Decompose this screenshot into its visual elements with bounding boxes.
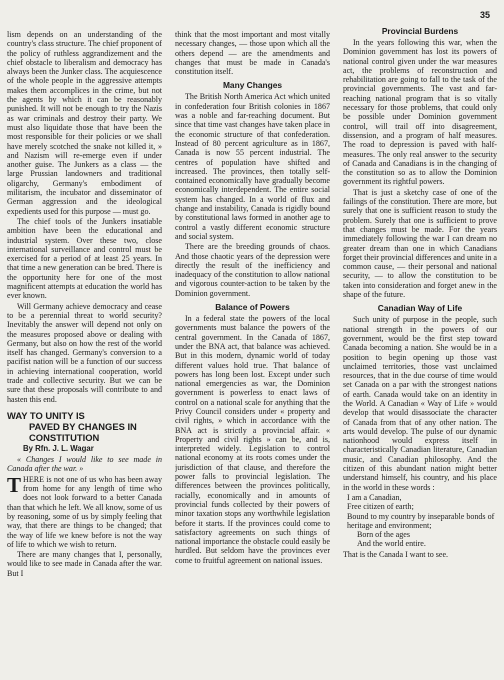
body-paragraph: There are many changes that I, personally, would like to see made in Canada after the war. But I: [7, 550, 162, 578]
poem-line: And the world entire.: [357, 539, 426, 549]
poem: [343, 493, 497, 549]
section-heading: Provincial Burdens: [381, 26, 459, 36]
section-heading: Canadian Way of Life: [377, 303, 463, 314]
poem-line: Born of the ages: [357, 530, 410, 540]
section-heading: Balance of Powers: [215, 302, 290, 313]
byline: By Rfn. J. L. Wagar: [23, 443, 94, 453]
article-title-line2: PAVED BY CHANGES IN CONSTITUTION: [29, 420, 137, 443]
body-paragraph: In a federal state the powers of the local governments must balance the powers of the central government. In the Canada of 1867, under the BNA act, that balance was achieved. But in this modern, dynamic world of today different values hold true. That balance of powers has long been lost. Except under such national emergencies as war, the Dominion government is powerless to enact laws of control on a national scale for anything that the Privy Council considers under « property and civil rights, » which in accordance with the BNA act is strictly a provincial affair. « Property and civil rights » can be, and is, interpreted widely. Legislation to control national economy at its roots comes under the jurisdiction of that clause, and therefore the power falls to provincial legislation. The differences between the provinces politically, racially, economically and in amounts of provincial funds collected by their powers of minor taxation stops any worthwhile legislation before it starts. If the provinces could come to satisfactory agreements on such things of national importance the obstacle could easily be hurdled. But seldom have the provinces ever come to fruitful agreement on national issues.: [175, 314, 330, 565]
poem-line: I am a Canadian,: [347, 492, 402, 502]
body-paragraph: The chief tools of the Junkers insatiable ambition have been the educational and industrial system. Over these two, close international surveillance and control must be exercised for a period of at least 25 years. In that time a new generation can be bred. There is the opportunity here for one of the most magnificent attempts at education the world has ever known.: [7, 216, 162, 301]
poem-line: Free citizen of earth;: [347, 502, 414, 512]
column-middle: [175, 30, 330, 675]
column-right: [343, 22, 497, 667]
article-title-line1: WAY TO UNITY IS: [7, 409, 85, 421]
body-paragraph: There are the breeding grounds of chaos. And those chaotic years of the depression were directly the result of the inefficiency and inadequacy of the constitution to allow national and vigorous counter-action to be taken by the Dominion government.: [175, 242, 330, 298]
epigraph: « Changes I would like to see made in Canada after the war. »: [7, 455, 162, 474]
lead-paragraph-text: HERE is not one of us who has been away from home for any length of time who does not look forward to a better Canada than that which he left. We all know, some of us by reasoning, some of us by simply feeling that way, that there are things to be changed; that the way of life we knew before is not the way of life to which we wish to return.: [7, 474, 162, 549]
body-paragraph: The British North America Act which united in confederation four British colonies in 1867 was a noble and far-reaching document. But since that time vast changes have taken place in the economic structure of that confederation. Instead of 80 percent agriculture as in 1867, Canada is now 55 percent industrial. The centres of population have shifted and increased. The provinces, then totally self-contained economically have gradually become economically interdependent. The entire social system has changed. In a world of flux and change and instability, Canada is rigidly bound by constitutional laws formed in another age to control a vastly different economic structure and social system.: [175, 92, 330, 241]
section-heading: Many Changes: [222, 80, 283, 91]
drop-cap: T: [7, 472, 22, 497]
body-paragraph: Such unity of purpose in the people, such national strength in the powers of our government, would be the first step toward Canada becoming a nation. She would be in a position to begin opening up those vast unclaimed territories, those vast unclaimed resources, that in the due course of time would set Canada on a par with the strongest nations of earth. Canada would take on an identity in the World. A Canadian « Way of Life » would develop that would disassociate the character of Canada from that of any other nation. The arts would develop. The pulse of our dynamic nationhood would express itself in characteristically Canadian literature, Canadian music, and Canadian philosophy. And the citizen of this abundant nation might better understand himself, his country, and his place in the world in these words :: [343, 315, 497, 492]
body-paragraph: That is just a sketchy case of one of the failings of the constitution. There are more, but surely that one is sufficient reason to study the problem. Surely that one is sufficient to prove that changes must be made. For the years immediately following the war I can dream no greater dream than one in which Canadians forget their provincial differences and unite in a common cause, — their personal and national security, — to allow the constitution to be taken into consideration and forget anew in the shape of the future.: [343, 187, 497, 300]
column-left: [7, 30, 162, 675]
body-paragraph: think that the most important and most vitally necessary changes, — those upon which all the others depend — are the amendments and changes that must be made in Canada's constitution itself.: [175, 30, 330, 77]
body-paragraph: Will Germany achieve democracy and cease to be a perennial threat to world security? Inevitably the answer will depend not only on the measures proposed above or dealing with Germany, but also on how the rest of the world itself has changed. Germany's conversion to a pacifist nation will be a function of our success in achieving international cooperation, world trade and collective security. But we can be sure that these proposals will contribute to and hasten this end.: [7, 301, 162, 404]
lead-paragraph: [7, 472, 162, 549]
closing-line: That is the Canada I want to see.: [343, 549, 449, 559]
article-title: [7, 410, 162, 443]
poem-line: Bound to my country by inseparable bonds of heritage and environment;: [347, 511, 495, 530]
page-number: 35: [479, 10, 490, 20]
body-paragraph: lism depends on an understanding of the country's class structure. The chief proponent of the policy of ruthless aggrandizement and the chief obstacle to liberalism and democracy has always been the Junker class. The acquiescence of the whole people in the aggressive attempts makes them accomplices in the crime, but not the agents by which it can be reasonably punished. It will not be enough to try the Nazis as war criminals and destroy their party. We must also liquidate those that have been the most responsible for their policies or we shall have merely scotched the snake not killed it, » and Nazism will re-emerge even if under another guise. The Junkers as a class — the large Prussian landowners and traditional oligarchy, Germany's embodiment of militarism, the incubator and disseminator of German aggression and the ideological expedients used for this purpose — must go.: [7, 30, 162, 216]
body-paragraph: In the years following this war, when the Dominion government has lost its powers of national control given under the war measures act, the problems of reconstruction and rehabilitation are going to fall to the task of the provincial governments. The vast and far-reaching national program that is so vitally necessary for those problems, that could only be possible under Dominion government control, will trail off into disagreement, dissension, and a program of half measures. The road to depression is paved with half-measures. The only real answer to the security of Canada and Canadians is in the changing of the constitution so as to allow the Dominion government its rightful powers.: [343, 38, 497, 187]
